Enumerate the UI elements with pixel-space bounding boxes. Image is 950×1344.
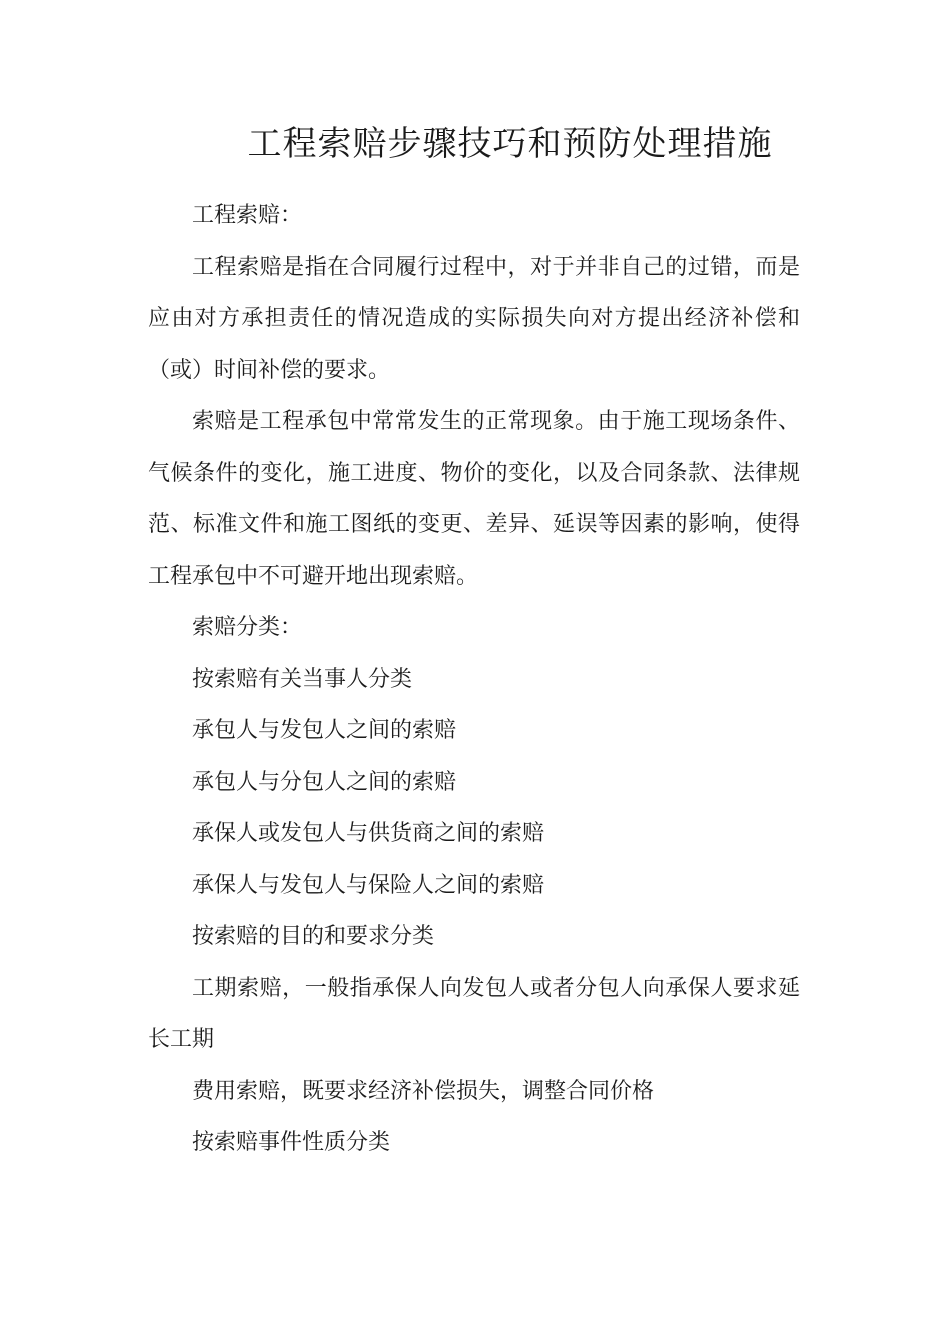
paragraph-contractor-employer: 承包人与发包人之间的索赔	[192, 718, 457, 743]
paragraph-claim-causes: 索赔是工程承包中常常发生的正常现象。由于施工现场条件、气候条件的变化，施工进度、物价的变化，以及合同条款、法律规范、标准文件和施工图纸的变更、差异、延误等因素的影响，使得工程承包中不可避开地出现索赔。	[148, 409, 800, 589]
paragraph-classification-heading: 索赔分类：	[192, 615, 303, 640]
paragraph-by-event-nature: 按索赔事件性质分类	[192, 1130, 391, 1155]
paragraph-claim-heading: 工程索赔：	[192, 203, 303, 228]
paragraph-supplier: 承保人或发包人与供货商之间的索赔	[192, 821, 545, 846]
paragraph-insurer: 承保人与发包人与保险人之间的索赔	[192, 872, 545, 898]
paragraph-cost-claim: 费用索赔，既要求经济补偿损失，调整合同价格	[192, 1078, 655, 1104]
paragraph-claim-definition: 工程索赔是指在合同履行过程中，对于并非自己的过错，而是应由对方承担责任的情况造成的实际损失向对方提出经济补偿和（或）时间补偿的要求。	[148, 254, 800, 383]
document-title: 工程索赔步骤技巧和预防处理措施	[247, 124, 773, 164]
paragraph-by-purpose: 按索赔的目的和要求分类	[192, 924, 435, 949]
paragraph-time-claim: 工期索赔，一般指承保人向发包人或者分包人向承保人要求延长工期	[148, 975, 800, 1052]
paragraph-contractor-subcontractor: 承包人与分包人之间的索赔	[192, 769, 457, 795]
paragraph-by-parties: 按索赔有关当事人分类	[192, 666, 413, 692]
document-body	[148, 190, 800, 1169]
